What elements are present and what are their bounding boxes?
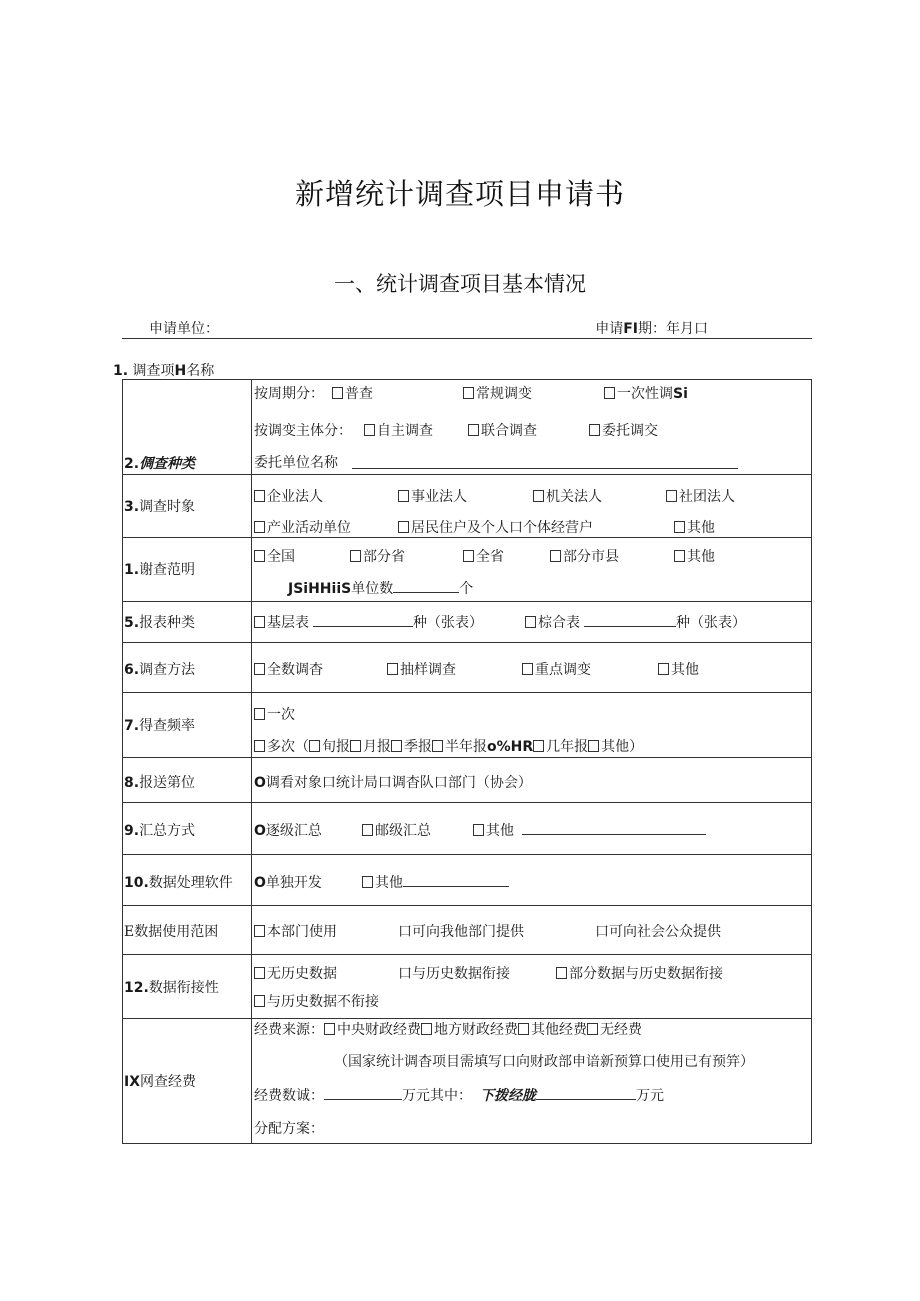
summary-count-field[interactable] (584, 612, 676, 627)
label-survey-scope (123, 538, 252, 602)
data-use-option-other-depts[interactable] (398, 921, 524, 941)
source-label: 经费来源： (254, 1022, 324, 1038)
method-option-full[interactable] (254, 659, 323, 679)
checkbox-icon (398, 521, 409, 533)
multi-text: 半年报 (445, 739, 487, 755)
summary-other-field[interactable] (522, 820, 706, 835)
checkbox-icon (525, 616, 536, 628)
row-survey-object (123, 475, 812, 538)
apply-date-bold: FI (623, 321, 638, 337)
basic-unit: 种（张表） (413, 615, 483, 631)
object-option-association[interactable] (666, 486, 735, 506)
row-data-link (123, 955, 812, 1019)
checkbox-icon (254, 490, 265, 502)
object-option-activity-unit[interactable] (254, 517, 351, 537)
funding-source-line (254, 1019, 642, 1039)
scope-option-province[interactable] (463, 546, 504, 566)
checkbox-icon (362, 876, 373, 888)
software-option-other[interactable] (362, 872, 509, 892)
option-label: 部分数据与历史数据衔接 (569, 966, 723, 982)
label-num: 9. (124, 823, 140, 839)
software-option-custom[interactable] (254, 872, 322, 892)
report-basic-option[interactable] (254, 612, 483, 632)
method-option-key[interactable] (522, 659, 591, 679)
object-option-household[interactable] (398, 517, 593, 537)
checkbox-icon (522, 663, 533, 675)
option-label: 自主调查 (377, 423, 433, 439)
checkbox-icon (674, 521, 685, 533)
checkbox-icon (589, 424, 600, 436)
source-option: 中央财政经费 (337, 1022, 421, 1038)
data-link-option-partial[interactable] (556, 963, 723, 983)
item1-survey-name (113, 360, 214, 380)
label-num: 8. (124, 775, 140, 791)
checkbox-icon (556, 967, 567, 979)
report-to-options[interactable] (254, 772, 532, 792)
source-option: 其他经费 (531, 1022, 587, 1038)
option-label: 抽样调查 (400, 662, 456, 678)
frequency-option-once[interactable] (254, 704, 295, 724)
option-label: 一次 (267, 707, 295, 723)
amount-unit: 万元其中： (402, 1088, 472, 1104)
checkbox-icon (666, 490, 677, 502)
frequency-option-multi[interactable] (254, 736, 643, 756)
label-frequency (123, 693, 252, 758)
checkbox-icon (254, 740, 265, 752)
funding-plan-label: 分配方案： (254, 1121, 324, 1137)
row-method (123, 643, 812, 693)
checkbox-icon (254, 550, 265, 562)
data-link-option-none[interactable] (254, 963, 337, 983)
option-label: 企业法人 (267, 489, 323, 505)
label-text: 报表种类 (139, 615, 196, 631)
entrust-unit-field[interactable] (352, 454, 738, 469)
checkbox-icon (533, 740, 544, 752)
amount-field[interactable] (324, 1085, 402, 1100)
item1-num: 1. (113, 363, 129, 379)
label-report-to (123, 758, 252, 803)
row-frequency (123, 693, 812, 758)
option-tail: Si (673, 386, 688, 402)
option-label: 其他 (687, 549, 715, 565)
row-data-use (123, 906, 812, 955)
entrust-unit-label: 委托单位名称 (254, 455, 338, 471)
data-use-option-public[interactable] (595, 921, 721, 941)
period-option-regular[interactable] (463, 383, 532, 403)
checkbox-icon (550, 550, 561, 562)
multi-text: 旬报 (322, 739, 350, 755)
label-summary (123, 803, 252, 855)
checkbox-icon (350, 740, 361, 752)
label-text: 倜查种类 (139, 456, 196, 472)
page-title: 新增统计调查项目申请书 (294, 177, 625, 211)
multi-text: 其他） (601, 739, 644, 755)
period-option-census[interactable] (332, 383, 373, 403)
option-marker: O (254, 875, 266, 891)
funding-note: （国家统计调杳项目需填写口向财政部申谙新预算口使用已有预笄） (334, 1054, 754, 1070)
label-text: 网查经费 (140, 1074, 197, 1090)
funding-amount-line (254, 1085, 664, 1105)
method-option-other[interactable] (658, 659, 699, 679)
section-title: 一、统计调查项目基本情况 (334, 272, 586, 296)
source-option: 无经费 (600, 1022, 642, 1038)
units-suffix: 个 (459, 581, 474, 597)
checkbox-icon (254, 616, 265, 628)
data-use-option-internal[interactable] (254, 921, 337, 941)
scope-option-some-cities[interactable] (550, 546, 619, 566)
checkbox-icon (588, 740, 599, 752)
option-label: 其他 (486, 823, 514, 839)
label-report-type (123, 602, 252, 643)
option-label: 逐级汇总 (265, 823, 322, 839)
label-text: 数据处理软件 (148, 875, 233, 891)
checkbox-icon (254, 708, 265, 720)
item1-bold: H (174, 363, 187, 379)
row-funding (123, 1019, 812, 1144)
checkbox-icon (463, 387, 474, 399)
units-label: 单位数 (351, 581, 394, 597)
row-software (123, 855, 812, 906)
label-text: 调查方法 (139, 662, 196, 678)
scope-option-national[interactable] (254, 546, 295, 566)
summary-option-level[interactable] (362, 820, 431, 840)
option-label: 其他 (687, 520, 715, 536)
data-link-option-not-linked[interactable] (254, 991, 379, 1011)
checkbox-icon (398, 490, 409, 502)
checkbox-icon (473, 824, 484, 836)
option-label: 单独开发 (265, 875, 322, 891)
option-label: 口可向我他部门提供 (398, 924, 524, 940)
checkbox-icon (463, 550, 474, 562)
row-report-type (123, 602, 812, 643)
object-option-agency[interactable] (533, 486, 602, 506)
option-label: 基层表 (267, 615, 309, 631)
label-num: 5. (124, 615, 140, 631)
row-report-to (123, 758, 812, 803)
checkbox-icon (254, 663, 265, 675)
summary-option-other[interactable] (473, 820, 706, 840)
multi-text: 多次（ (267, 739, 309, 755)
checkbox-icon[interactable] (518, 1023, 529, 1035)
alloc-label: 下拨经胧 (480, 1088, 536, 1104)
option-label: 全省 (476, 549, 504, 565)
option-label: 居民住户及个人口个体经营户 (411, 520, 593, 536)
scope-units-line (288, 578, 473, 598)
option-label: 联合调查 (481, 423, 537, 439)
label-num: 6. (124, 662, 140, 678)
label-text: 数据衔接性 (148, 980, 219, 996)
option-label: 无历史数据 (267, 966, 337, 982)
option-label: 口可向社会公众提供 (595, 924, 721, 940)
option-label: 邮级汇总 (375, 823, 431, 839)
scope-bold-prefix: JSiHHiiS (288, 581, 352, 597)
checkbox-icon[interactable] (324, 1023, 335, 1035)
report-to-text: 调看对象口统计局口调杳队口部门（协会） (265, 775, 532, 791)
label-text: 得查频率 (139, 718, 196, 734)
checkbox-icon[interactable] (421, 1023, 432, 1035)
label-text: 调查时象 (139, 499, 196, 515)
label-num: 1. (124, 562, 140, 578)
basic-count-field[interactable] (313, 612, 413, 627)
method-option-sample[interactable] (387, 659, 456, 679)
source-option: 地方财政经费 (434, 1022, 518, 1038)
checkbox-icon (362, 824, 373, 836)
object-option-enterprise[interactable] (254, 486, 323, 506)
multi-text: 月报 (363, 739, 391, 755)
option-label: 其他 (671, 662, 699, 678)
checkbox-icon (254, 967, 265, 979)
apply-date-label (595, 318, 708, 338)
apply-date-prefix: 申请 (595, 321, 624, 337)
option-label: 其他 (375, 875, 403, 891)
label-num: 7. (124, 718, 140, 734)
option-label: 本部门使用 (267, 924, 337, 940)
object-option-institution[interactable] (398, 486, 467, 506)
checkbox-icon (254, 521, 265, 533)
label-num: 3. (124, 499, 140, 515)
survey-form-table (122, 379, 812, 1144)
checkbox-icon (604, 387, 615, 399)
option-label: 重点调变 (535, 662, 591, 678)
period-label: 按周期分： (254, 386, 324, 402)
row-survey-type (123, 380, 812, 475)
option-label: 部分市县 (563, 549, 619, 565)
option-label: 部分省 (363, 549, 405, 565)
amount-label: 经费数诚： (254, 1088, 324, 1104)
alloc-field[interactable] (536, 1085, 636, 1100)
option-marker: O (254, 823, 266, 839)
subject-label: 按调变主体分： (254, 423, 352, 439)
apply-date-suffix: 期：年月口 (638, 321, 708, 337)
data-link-option-linked[interactable] (398, 963, 510, 983)
checkbox-icon (468, 424, 479, 436)
checkbox-icon[interactable] (587, 1023, 598, 1035)
checkbox-icon (391, 740, 402, 752)
alloc-unit: 万元 (636, 1088, 664, 1104)
option-marker: O (254, 775, 266, 791)
multi-text: 几年报 (546, 739, 589, 755)
label-data-use (123, 906, 252, 955)
checkbox-icon (364, 424, 375, 436)
option-label: 口与历史数据衔接 (398, 966, 510, 982)
checkbox-icon (350, 550, 361, 562)
summary-option-stepwise[interactable] (254, 820, 322, 840)
option-label: 一次性调 (617, 386, 673, 402)
option-label: 社团法人 (679, 489, 735, 505)
label-text: 报送第位 (139, 775, 196, 791)
label-funding (123, 1019, 252, 1144)
checkbox-icon (387, 663, 398, 675)
label-text: 汇总方式 (139, 823, 196, 839)
label-method (123, 643, 252, 693)
label-num: 10. (124, 875, 149, 891)
label-software (123, 855, 252, 906)
subject-option-entrust[interactable] (589, 420, 658, 440)
checkbox-icon (332, 387, 343, 399)
object-option-other[interactable] (674, 517, 715, 537)
label-num: 2. (124, 456, 140, 472)
period-option-onetime[interactable] (604, 383, 688, 403)
label-survey-object (123, 475, 252, 538)
scope-option-some-provinces[interactable] (350, 546, 405, 566)
option-label: 全数调杳 (267, 662, 323, 678)
row-survey-scope (123, 538, 812, 602)
multi-bold: o%HR (487, 739, 534, 755)
report-summary-option[interactable] (525, 612, 746, 632)
checkbox-icon (254, 995, 265, 1007)
label-text: 谢查范明 (139, 562, 196, 578)
summary-unit: 种（张表） (676, 615, 746, 631)
option-label: 委托调交 (602, 423, 658, 439)
label-survey-type (123, 380, 252, 475)
checkbox-icon (432, 740, 443, 752)
option-label: 常规调变 (476, 386, 532, 402)
software-other-field[interactable] (403, 872, 509, 887)
applicant-unit-label: 申请单位： (149, 321, 219, 337)
option-label: 全国 (267, 549, 295, 565)
applicant-row (122, 318, 812, 339)
checkbox-icon (254, 925, 265, 937)
row-summary (123, 803, 812, 855)
checkbox-icon (309, 740, 320, 752)
option-label: 棕合表 (538, 615, 580, 631)
label-data-link (123, 955, 252, 1019)
label-num: IX (124, 1074, 141, 1090)
option-label: 产业活动单位 (267, 520, 351, 536)
multi-text: 季报 (404, 739, 432, 755)
option-label: 普查 (345, 386, 373, 402)
item1-tail: 名称 (186, 363, 215, 379)
checkbox-icon (533, 490, 544, 502)
checkbox-icon (658, 663, 669, 675)
label-num: 12. (124, 980, 149, 996)
subject-option-self[interactable] (364, 420, 433, 440)
scope-option-other[interactable] (674, 546, 715, 566)
option-label: 与历史数据不衔接 (267, 994, 379, 1010)
units-field[interactable] (393, 578, 459, 593)
option-label: 事业法人 (411, 489, 467, 505)
item1-label: 调查项 (128, 363, 175, 379)
subject-option-joint[interactable] (468, 420, 537, 440)
label-text: E数据使用范困 (124, 924, 219, 940)
checkbox-icon (674, 550, 685, 562)
option-label: 机关法人 (546, 489, 602, 505)
